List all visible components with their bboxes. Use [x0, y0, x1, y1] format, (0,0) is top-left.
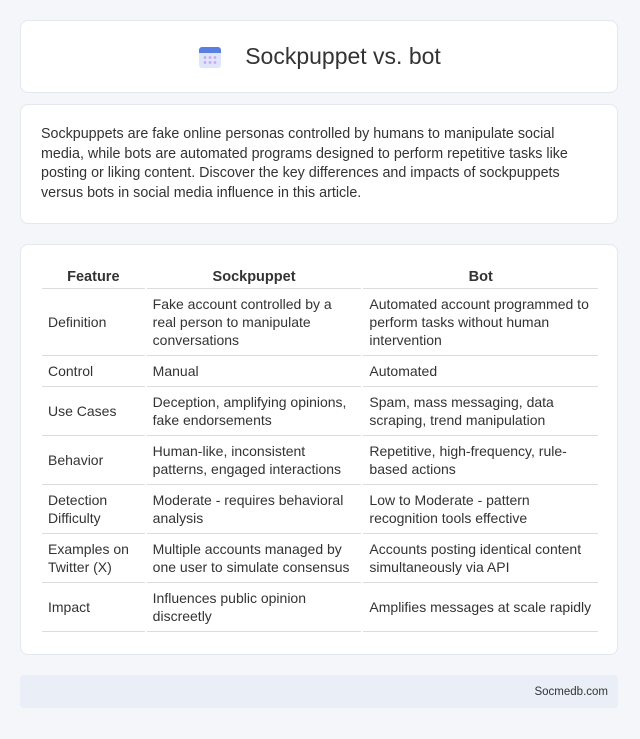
- column-header-feature: Feature: [42, 265, 145, 289]
- footer-site-name: Socmedb.com: [534, 685, 608, 698]
- sockpuppet-cell: Multiple accounts managed by one user to simulate consensus: [147, 534, 362, 583]
- sockpuppet-cell: Human-like, inconsistent patterns, engaged interactions: [147, 436, 362, 485]
- table-row: [42, 356, 598, 387]
- feature-cell: Detection Difficulty: [42, 485, 145, 534]
- sockpuppet-cell: Deception, amplifying opinions, fake endorsements: [147, 387, 362, 436]
- comparison-card: [20, 244, 618, 655]
- feature-cell: Control: [42, 356, 145, 387]
- bot-cell: Repetitive, high-frequency, rule-based actions: [363, 436, 598, 485]
- table-row: [42, 485, 598, 534]
- page-title: Sockpuppet vs. bot: [245, 43, 441, 69]
- bot-cell: Accounts posting identical content simultaneously via API: [363, 534, 598, 583]
- bot-cell: Automated account programmed to perform tasks without human intervention: [363, 289, 598, 356]
- intro-card: [20, 104, 618, 224]
- sockpuppet-cell: Fake account controlled by a real person to manipulate conversations: [147, 289, 362, 356]
- column-header-bot: Bot: [363, 265, 598, 289]
- comparison-table: [40, 265, 600, 632]
- sockpuppet-cell: Manual: [147, 356, 362, 387]
- feature-cell: Examples on Twitter (X): [42, 534, 145, 583]
- title-card: [20, 20, 618, 93]
- table-row: [42, 534, 598, 583]
- feature-cell: Behavior: [42, 436, 145, 485]
- column-header-sockpuppet: Sockpuppet: [147, 265, 362, 289]
- table-row: [42, 436, 598, 485]
- bot-cell: Amplifies messages at scale rapidly: [363, 583, 598, 632]
- intro-text: Sockpuppets are fake online personas controlled by humans to manipulate social media, while bots are automated programs designed to perform repetitive tasks like posting or liking content. Discover the key differences and impacts of sockpuppets versus bots in social media influence in this article.: [41, 126, 568, 201]
- table-row: [42, 387, 598, 436]
- feature-cell: Definition: [42, 289, 145, 356]
- sockpuppet-cell: Moderate - requires behavioral analysis: [147, 485, 362, 534]
- footer: [20, 675, 618, 708]
- table-row: [42, 583, 598, 632]
- bot-cell: Low to Moderate - pattern recognition tools effective: [363, 485, 598, 534]
- table-row: [42, 289, 598, 356]
- table-header-row: [42, 265, 598, 289]
- bot-cell: Spam, mass messaging, data scraping, trend manipulation: [363, 387, 598, 436]
- sockpuppet-cell: Influences public opinion discreetly: [147, 583, 362, 632]
- calendar-icon: [197, 44, 223, 70]
- feature-cell: Impact: [42, 583, 145, 632]
- feature-cell: Use Cases: [42, 387, 145, 436]
- bot-cell: Automated: [363, 356, 598, 387]
